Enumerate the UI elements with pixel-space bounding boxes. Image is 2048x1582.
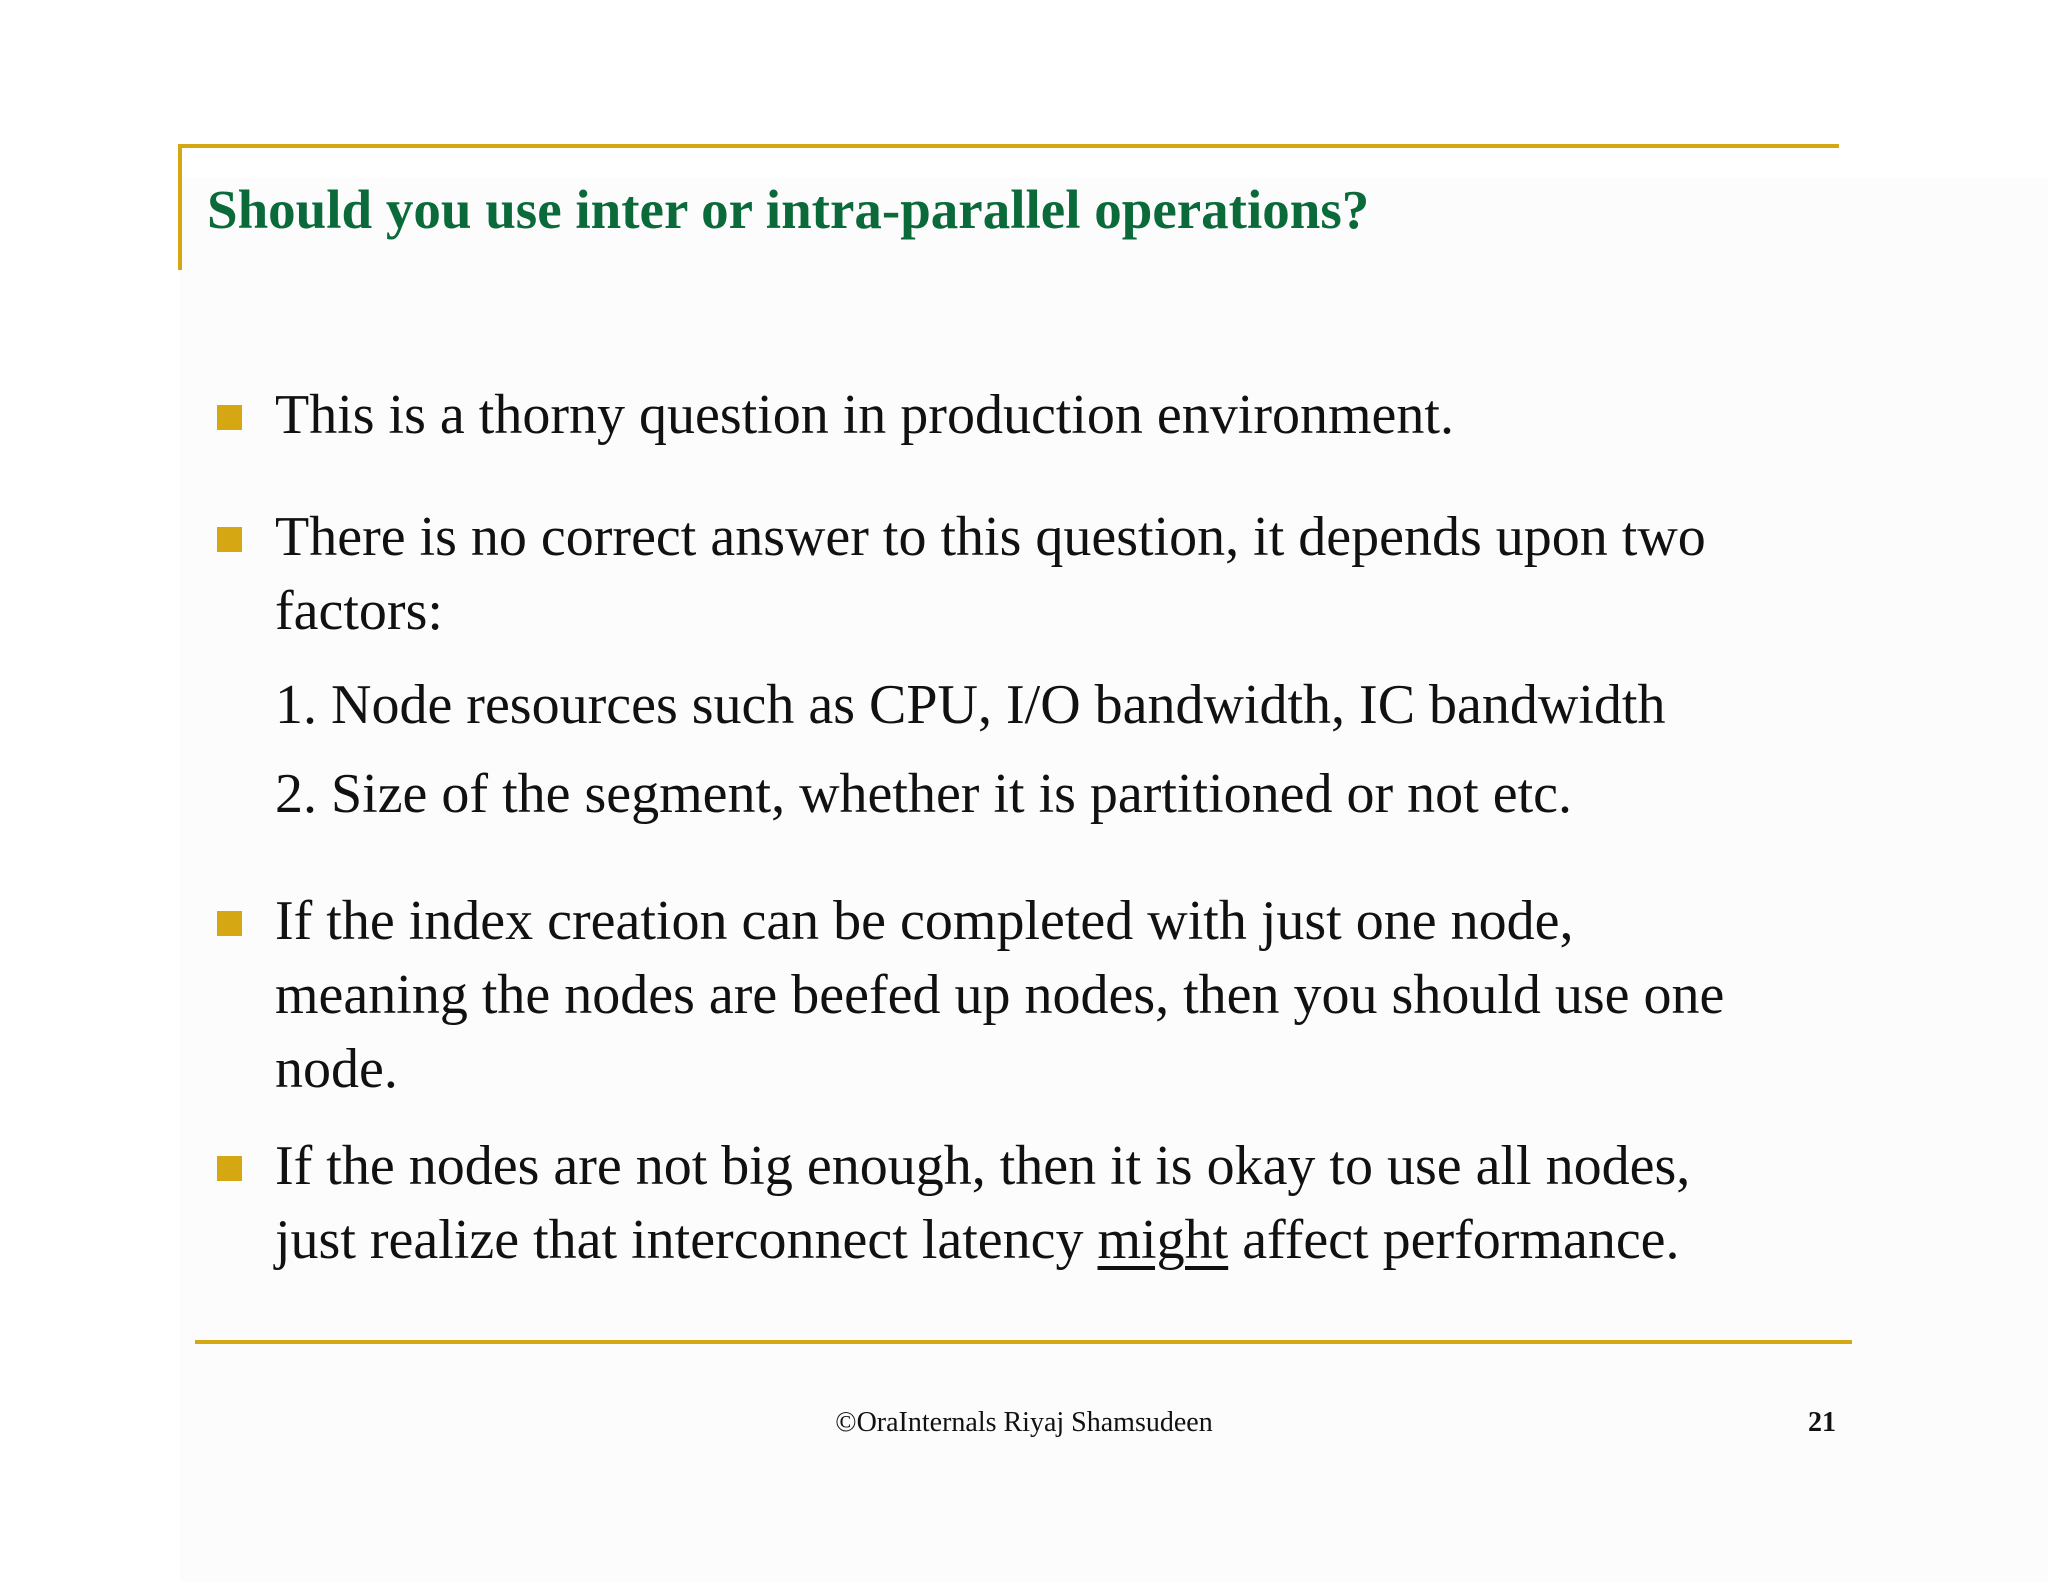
- title-accent-rule-top: [178, 144, 1839, 148]
- bullet-item-1: [275, 378, 1454, 452]
- bullet-1-line-1: This is a thorny question in production environment.: [275, 384, 1454, 446]
- bullet-2-line-1: There is no correct answer to this question, it depends upon two: [275, 506, 1706, 568]
- slide-title: Should you use inter or intra-parallel operations?: [207, 179, 1370, 240]
- bullet-4-line-1: If the nodes are not big enough, then it is okay to use all nodes,: [275, 1135, 1691, 1197]
- page-number: 21: [1808, 1407, 1836, 1438]
- footer-accent-rule: [195, 1340, 1852, 1344]
- bullet-square-icon: [217, 911, 242, 936]
- bullet-square-icon: [217, 405, 242, 430]
- bullet-2-line-2: factors:: [275, 580, 443, 642]
- bullet-4-line-2-after: affect performance.: [1228, 1209, 1680, 1271]
- bullet-item-2: [275, 500, 1706, 648]
- bullet-4-line-2-before: just realize that interconnect latency: [275, 1209, 1098, 1271]
- footer-copyright: ©OraInternals Riyaj Shamsudeen: [835, 1407, 1213, 1438]
- bullet-square-icon: [217, 527, 242, 552]
- numbered-item-2: 2. Size of the segment, whether it is partitioned or not etc.: [275, 763, 1572, 825]
- bullet-item-4: [275, 1129, 1690, 1277]
- bullet-3-line-2: meaning the nodes are beefed up nodes, then you should use one: [275, 964, 1725, 1026]
- bullet-item-3: [275, 884, 1724, 1106]
- bullet-square-icon: [217, 1156, 242, 1181]
- bullet-4-line-2: [275, 1203, 1690, 1277]
- title-accent-rule-left: [178, 144, 182, 270]
- numbered-item-1: 1. Node resources such as CPU, I/O bandwidth, IC bandwidth: [275, 674, 1666, 736]
- bullet-3-line-1: If the index creation can be completed with just one node,: [275, 890, 1574, 952]
- bullet-3-line-3: node.: [275, 1038, 398, 1100]
- emphasis-might: might: [1097, 1209, 1229, 1271]
